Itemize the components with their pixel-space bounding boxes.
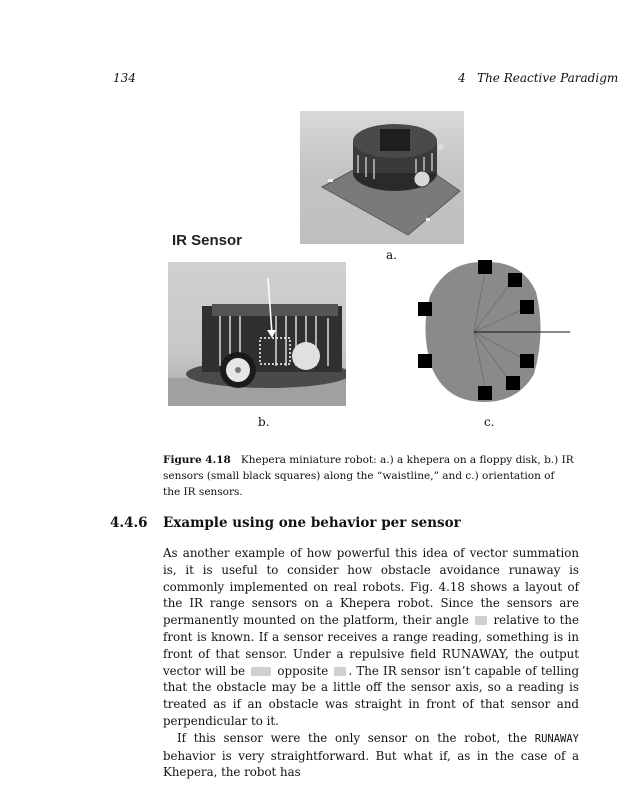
paragraph: As another example of how powerful this idea of vector summation is, it is useful to consider how obstacle avoidance runaway is commonly implemented on real robots. Fig. 4.18 shows a layout of the IR range sensors on a Khepera robot. Since the sensors are permanently mounted on the platform, their angle relative to the front is known. If a sensor receives a range reading, something is in front of that sensor. Under a repulsive field RUNAWAY, the output vector will be opposite . The IR sensor isn’t capable of telling that the obstacle may be a little off the sensor axis, so a reading is treated as if an obstacle was straight in front of that sensor and perpendicular to it.: [163, 546, 580, 728]
panel-label-b: b.: [258, 415, 270, 429]
ir-sensor-marker: [506, 376, 520, 390]
photo-khepera-on-disk: [300, 111, 464, 244]
figure-caption: [163, 452, 574, 500]
panel-label-a: a.: [386, 248, 397, 262]
ir-sensor-marker: [520, 300, 534, 314]
caption-label: Figure 4.18: [163, 454, 231, 466]
ir-orientation-diagram: [410, 256, 574, 406]
ir-sensor-marker: [520, 354, 534, 368]
panel-label-c: c.: [484, 415, 495, 429]
photo-ir-sensors: [168, 262, 346, 406]
ir-sensor-marker: [508, 273, 522, 287]
caption-text: Khepera miniature robot: a.) a khepera on a floppy disk, b.) IR sensors (small black squares) along the “waistline,” and c.) orientation of the IR sensors.: [163, 454, 574, 498]
body-text: [163, 545, 579, 781]
page-number: 134: [113, 71, 136, 85]
running-title: 4 The Reactive Paradigm: [458, 71, 619, 85]
paragraph: If this sensor were the only sensor on the robot, the RUNAWAY behavior is very straightforward. But what if, as in the case of a Khepera, the robot has: [163, 730, 580, 780]
ir-sensor-marker: [418, 354, 432, 368]
section-number: 4.4.6: [110, 515, 148, 531]
ir-sensor-marker: [478, 386, 492, 400]
ir-sensor-label: IR Sensor: [172, 232, 243, 249]
theta-symbol: [475, 616, 487, 625]
ir-sensor-marker: [478, 260, 492, 274]
behavior-name: RUNAWAY: [534, 732, 580, 745]
ir-sensor-marker: [418, 302, 432, 316]
magnitude-symbol: [251, 667, 271, 676]
section-title: Example using one behavior per sensor: [163, 515, 461, 531]
theta-symbol: [334, 667, 346, 676]
